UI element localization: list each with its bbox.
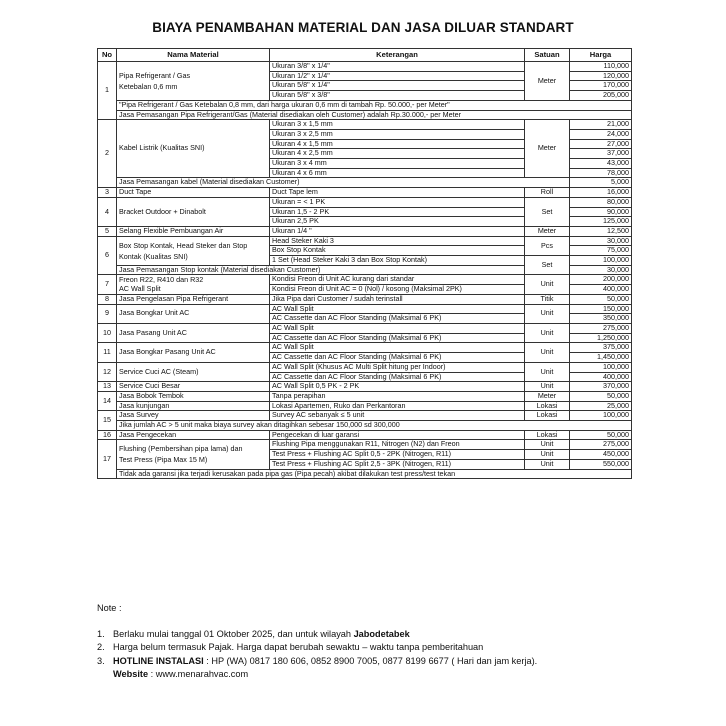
table-row: [98, 275, 632, 285]
harga: 78,000: [570, 168, 632, 178]
keterangan: Ukuran 2,5 PK: [270, 217, 525, 227]
row-no: 17: [98, 440, 117, 479]
keterangan: AC Cassette dan AC Floor Standing (Maksimal 6 PK): [270, 314, 525, 324]
harga: 100,000: [570, 256, 632, 266]
harga: 90,000: [570, 207, 632, 217]
harga: 30,000: [570, 265, 632, 275]
harga: 24,000: [570, 129, 632, 139]
satuan: Meter: [525, 226, 570, 236]
keterangan: Ukuran 1/2" x 1/4": [270, 71, 525, 81]
table-row: [98, 430, 632, 440]
note-row: Jika jumlah AC > 5 unit maka biaya survey akan ditagihkan sebesar 150,000 sd 300,000: [117, 421, 632, 431]
note-row: "Pipa Refrigerant / Gas Ketebalan 0,8 mm, dari harga ukuran 0,6 mm di tambah Rp. 50.000,- per Meter": [117, 100, 632, 110]
harga: 150,000: [570, 304, 632, 314]
table-row: [98, 110, 632, 120]
harga: 275,000: [570, 323, 632, 333]
row-no: 4: [98, 197, 117, 226]
table-row: [98, 226, 632, 236]
satuan: Meter: [525, 120, 570, 178]
harga: 400,000: [570, 372, 632, 382]
keterangan: Duct Tape lem: [270, 188, 525, 198]
row-no: 3: [98, 188, 117, 198]
harga: 400,000: [570, 285, 632, 295]
material-name: Jasa Bongkar Pasang Unit AC: [117, 343, 270, 362]
harga: 205,000: [570, 91, 632, 101]
keterangan: AC Wall Split: [270, 323, 525, 333]
table-row: [98, 62, 632, 72]
keterangan: Head Steker Kaki 3: [270, 236, 525, 246]
table-row: [98, 294, 632, 304]
keterangan: Box Stop Kontak: [270, 246, 525, 256]
table-row: [98, 411, 632, 421]
note-row: Jasa Pemasangan Pipa Refrigerant/Gas (Material disediakan oleh Customer) adalah Rp.30.000,- per Meter: [117, 110, 632, 120]
keterangan: Kondisi Freon di Unit AC = 0 (Nol) / kosong (Maksimal 2PK): [270, 285, 525, 295]
harga: 375,000: [570, 343, 632, 353]
note-row: Jasa Pemasangan kabel (Material disediakan Customer): [117, 178, 570, 188]
row-no: 12: [98, 362, 117, 381]
table-row: [98, 188, 632, 198]
keterangan: AC Cassette dan AC Floor Standing (Maksimal 6 PK): [270, 333, 525, 343]
header-material: Nama Material: [117, 49, 270, 62]
harga: 370,000: [570, 382, 632, 392]
table-row: [98, 440, 632, 450]
row-no: 1: [98, 62, 117, 120]
satuan: Unit: [525, 323, 570, 342]
keterangan: Flushing Pipa menggunakan R11, Nitrogen (N2) dan Freon: [270, 440, 525, 450]
notes-heading: Note :: [97, 603, 122, 613]
keterangan: Ukuran 4 x 2,5 mm: [270, 149, 525, 159]
keterangan: Ukuran 3 x 2,5 mm: [270, 129, 525, 139]
keterangan: Ukuran 4 x 6 mm: [270, 168, 525, 178]
material-name: Duct Tape: [117, 188, 270, 198]
harga: 5,000: [570, 178, 632, 188]
row-no: 13: [98, 382, 117, 392]
keterangan: Test Press + Flushing AC Split 0,5 - 2PK (Nitrogen, R11): [270, 450, 525, 460]
keterangan: Pengecekan di luar garansi: [270, 430, 525, 440]
satuan: Lokasi: [525, 411, 570, 421]
harga: 1,450,000: [570, 353, 632, 363]
keterangan: AC Wall Split 0,5 PK - 2 PK: [270, 382, 525, 392]
material-name: Kabel Listrik (Kualitas SNI): [117, 120, 270, 178]
page-title: BIAYA PENAMBAHAN MATERIAL DAN JASA DILUAR STANDART: [152, 20, 574, 35]
row-no: 14: [98, 391, 117, 410]
keterangan: Ukuran 3 x 1,5 mm: [270, 120, 525, 130]
keterangan: 1 Set (Head Steker Kaki 3 dan Box Stop Kontak): [270, 256, 525, 266]
table-row: [98, 304, 632, 314]
keterangan: AC Wall Split: [270, 304, 525, 314]
harga: 50,000: [570, 294, 632, 304]
harga: 37,000: [570, 149, 632, 159]
note-item-1: 1. Berlaku mulai tanggal 01 Oktober 2025, dan untuk wilayah Jabodetabek: [97, 628, 410, 639]
harga: 125,000: [570, 217, 632, 227]
keterangan: Ukuran 5/8" x 3/8": [270, 91, 525, 101]
harga: 30,000: [570, 236, 632, 246]
table-row: [98, 323, 632, 333]
harga: 21,000: [570, 120, 632, 130]
row-no: 6: [98, 236, 117, 275]
header-no: No: [98, 49, 117, 62]
keterangan: Ukuran 1/4 ": [270, 226, 525, 236]
harga: 80,000: [570, 197, 632, 207]
harga: 170,000: [570, 81, 632, 91]
harga: 100,000: [570, 362, 632, 372]
material-name: Flushing (Pembersihan pipa lama) dan Test Press (Pipa Max 15 M): [117, 440, 270, 469]
harga: 120,000: [570, 71, 632, 81]
keterangan: Jika Pipa dari Customer / sudah terinstall: [270, 294, 525, 304]
material-name: Bracket Outdoor + Dinabolt: [117, 197, 270, 226]
material-name: Jasa Bongkar Unit AC: [117, 304, 270, 323]
satuan: Unit: [525, 343, 570, 362]
satuan: Unit: [525, 304, 570, 323]
material-name: Jasa Pasang Unit AC: [117, 323, 270, 342]
satuan: Unit: [525, 450, 570, 460]
material-name: Service Cuci AC (Steam): [117, 362, 270, 381]
note-row: Jasa Pemasangan Stop kontak (Material disediakan Customer): [117, 265, 525, 275]
harga: 25,000: [570, 401, 632, 411]
material-name: Pipa Refrigerant / Gas Ketebalan 0,6 mm: [117, 62, 270, 101]
harga: 200,000: [570, 275, 632, 285]
table-row: [98, 421, 632, 431]
table-row: [98, 236, 632, 246]
keterangan: AC Wall Split (Khusus AC Multi Split hitung per Indoor): [270, 362, 525, 372]
keterangan: Ukuran 4 x 1,5 mm: [270, 139, 525, 149]
keterangan: AC Wall Split: [270, 343, 525, 353]
row-no: 7: [98, 275, 117, 294]
material-name: Box Stop Kontak, Head Steker dan Stop Kontak (Kualitas SNI): [117, 236, 270, 265]
harga: 100,000: [570, 411, 632, 421]
harga: 50,000: [570, 430, 632, 440]
material-name: Jasa Pengecekan: [117, 430, 270, 440]
satuan: Lokasi: [525, 430, 570, 440]
keterangan: AC Cassette dan AC Floor Standing (Maksimal 6 PK): [270, 372, 525, 382]
table-row: [98, 197, 632, 207]
header-harga: Harga: [570, 49, 632, 62]
satuan: Pcs: [525, 236, 570, 255]
table-row: [98, 362, 632, 372]
table-row: [98, 100, 632, 110]
table-header: [98, 49, 632, 62]
satuan: Meter: [525, 391, 570, 401]
row-no: 10: [98, 323, 117, 342]
table-row: [98, 391, 632, 401]
satuan: Titik: [525, 294, 570, 304]
harga: 550,000: [570, 459, 632, 469]
keterangan: Kondisi Freon di Unit AC kurang dari standar: [270, 275, 525, 285]
material-name: Selang Flexible Pembuangan Air: [117, 226, 270, 236]
note-website: Website : www.menarahvac.com: [113, 669, 249, 679]
satuan: Set: [525, 197, 570, 226]
notes-section: [97, 602, 657, 682]
note-item-3: 3. HOTLINE INSTALASI : HP (WA) 0817 180 606, 0852 8900 7005, 0877 8199 6677 ( Hari dan jam kerja).: [97, 655, 538, 666]
keterangan: Test Press + Flushing AC Split 2,5 - 3PK (Nitrogen, R11): [270, 459, 525, 469]
row-no: 16: [98, 430, 117, 440]
satuan: Set: [525, 256, 570, 275]
keterangan: AC Cassette dan AC Floor Standing (Maksimal 6 PK): [270, 353, 525, 363]
note-row: Tidak ada garansi jika terjadi kerusakan pada pipa gas (Pipa pecah) akibat dilakukan test press/test tekan: [117, 469, 632, 479]
satuan: Meter: [525, 62, 570, 101]
harga: 110,000: [570, 62, 632, 72]
harga: 75,000: [570, 246, 632, 256]
table-row: [98, 120, 632, 130]
harga: 16,000: [570, 188, 632, 198]
material-name: Jasa Pengelasan Pipa Refrigerant: [117, 294, 270, 304]
keterangan: Ukuran 1,5 - 2 PK: [270, 207, 525, 217]
keterangan: Ukuran 5/8" x 1/4": [270, 81, 525, 91]
harga: 12,500: [570, 226, 632, 236]
price-table: [97, 48, 632, 479]
satuan: Unit: [525, 275, 570, 294]
row-no: 2: [98, 120, 117, 188]
header-satuan: Satuan: [525, 49, 570, 62]
row-no: 15: [98, 411, 117, 430]
satuan: Unit: [525, 382, 570, 392]
material-name: Jasa Survey: [117, 411, 270, 421]
harga: 27,000: [570, 139, 632, 149]
keterangan: Ukuran 3 x 4 mm: [270, 159, 525, 169]
table-row: [98, 469, 632, 479]
table-row: [98, 401, 632, 411]
material-name: Jasa kunjungan: [117, 401, 270, 411]
material-name: Jasa Bobok Tembok: [117, 391, 270, 401]
satuan: Unit: [525, 362, 570, 381]
keterangan: Ukuran 3/8" x 1/4": [270, 62, 525, 72]
harga: 50,000: [570, 391, 632, 401]
keterangan: Lokasi Apartemen, Ruko dan Perkantoran: [270, 401, 525, 411]
row-no: 9: [98, 304, 117, 323]
keterangan: Survey AC sebanyak ≤ 5 unit: [270, 411, 525, 421]
satuan: Roll: [525, 188, 570, 198]
note-item-2: 2. Harga belum termasuk Pajak. Harga dapat berubah sewaktu – waktu tanpa pemberitahuan: [97, 642, 484, 652]
harga: 1,250,000: [570, 333, 632, 343]
row-no: 8: [98, 294, 117, 304]
harga: 450,000: [570, 450, 632, 460]
harga: 43,000: [570, 159, 632, 169]
row-no: 11: [98, 343, 117, 362]
header-keterangan: Keterangan: [270, 49, 525, 62]
satuan: Unit: [525, 440, 570, 450]
satuan: Lokasi: [525, 401, 570, 411]
table-row: [98, 178, 632, 188]
material-name: Service Cuci Besar: [117, 382, 270, 392]
satuan: Unit: [525, 459, 570, 469]
table-row: [98, 343, 632, 353]
harga: 275,000: [570, 440, 632, 450]
table-row: [98, 382, 632, 392]
material-name: Freon R22, R410 dan R32 AC Wall Split: [117, 275, 270, 294]
row-no: 5: [98, 226, 117, 236]
keterangan: Tanpa perapihan: [270, 391, 525, 401]
harga: 350,000: [570, 314, 632, 324]
keterangan: Ukuran = < 1 PK: [270, 197, 525, 207]
